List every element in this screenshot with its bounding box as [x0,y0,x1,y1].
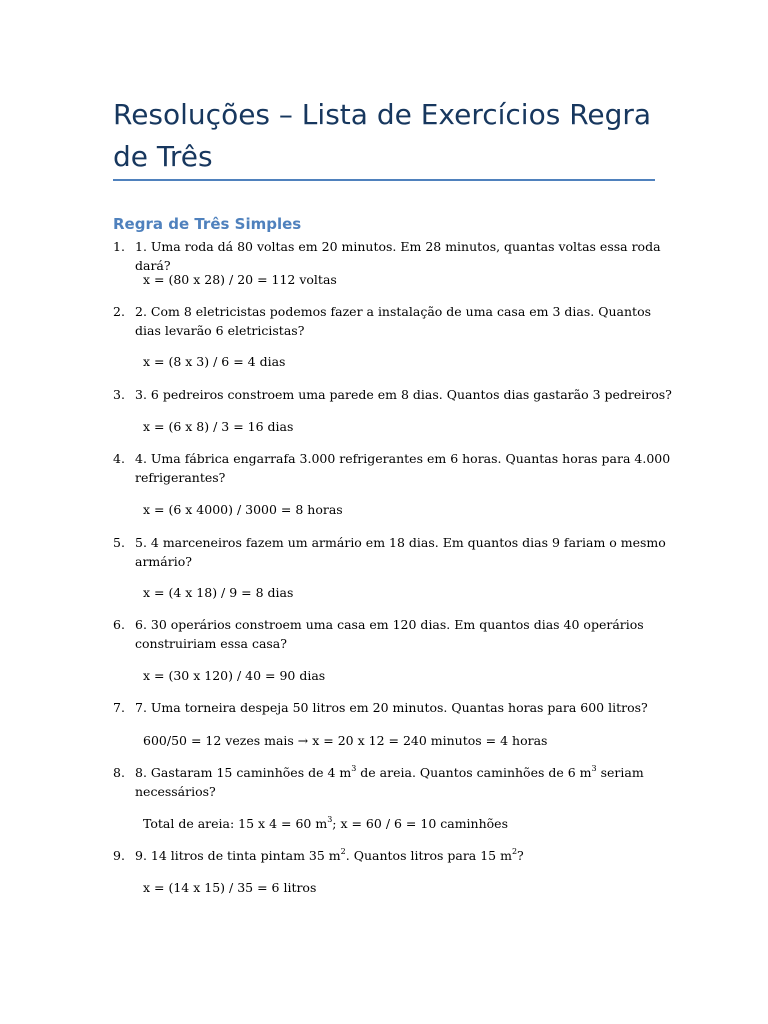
question-text: 3. 6 pedreiros constroem uma parede em 8 dias. Quantos dias gastarão 3 pedreiros? [135,387,672,402]
list-number: 6. [113,617,125,632]
question-text: 4. Uma fábrica engarrafa 3.000 refrigerantes em 6 horas. Quantas horas para 4.000 refrigerantes? [135,451,671,485]
section-heading: Regra de Três Simples [113,215,302,233]
question-text-part: 8. Gastaram 15 caminhões de 4 m [135,765,352,780]
answer-5: x = (4 x 18) / 9 = 8 dias [143,585,294,600]
document-title: Resoluções – Lista de Exercícios Regra de Três [113,98,652,173]
answer-6: x = (30 x 120) / 40 = 90 dias [143,668,326,683]
list-number: 5. [113,535,125,550]
answer-3: x = (6 x 8) / 3 = 16 dias [143,419,294,434]
list-number: 4. [113,451,125,466]
question-9 [113,846,673,865]
answer-9: x = (14 x 15) / 35 = 6 litros [143,880,317,895]
question-2 [113,302,673,340]
question-text: 1. Uma roda dá 80 voltas em 20 minutos. Em 28 minutos, quantas voltas essa roda dará? [135,239,661,273]
question-text [135,846,673,865]
question-text: 6. 30 operários constroem uma casa em 120 dias. Em quantos dias 40 operários construiriam essa casa? [135,617,644,651]
question-text-part: 9. 14 litros de tinta pintam 35 m [135,848,341,863]
superscript: 3 [351,763,357,773]
title-underline [113,179,655,181]
superscript: 3 [591,763,597,773]
superscript: 2 [511,846,518,856]
answer-text-part: Total de areia: 15 x 4 = 60 m [143,816,328,831]
question-text: 7. Uma torneira despeja 50 litros em 20 minutos. Quantas horas para 600 litros? [135,700,648,715]
answer-8 [143,814,663,833]
superscript: 3 [327,814,333,824]
list-number: 7. [113,700,125,715]
list-number: 8. [113,765,125,780]
question-4 [113,449,673,487]
list-number: 2. [113,304,125,319]
question-5 [113,533,673,571]
question-8 [113,763,673,801]
list-number: 9. [113,848,125,863]
question-7 [113,698,673,717]
answer-4: x = (6 x 4000) / 3000 = 8 horas [143,502,343,517]
question-3 [113,385,673,404]
question-text [135,763,673,801]
question-text: 5. 4 marceneiros fazem um armário em 18 dias. Em quantos dias 9 fariam o mesmo armário? [135,535,666,569]
list-number: 3. [113,387,125,402]
superscript: 2 [340,846,346,856]
question-text-part: de areia. Quantos caminhões de 6 m [356,765,592,780]
answer-2: x = (8 x 3) / 6 = 4 dias [143,354,286,369]
answer-1: x = (80 x 28) / 20 = 112 voltas [143,272,337,287]
answer-text-part: ; x = 60 / 6 = 10 caminhões [332,816,508,831]
question-text: 2. Com 8 eletricistas podemos fazer a instalação de uma casa em 3 dias. Quantos dias levarão 6 eletricistas? [135,304,652,338]
list-number: 1. [113,239,125,254]
question-text-part: seriam necessários? [135,765,644,799]
answer-7: 600/50 = 12 vezes mais → x = 20 x 12 = 240 minutos = 4 horas [143,733,548,748]
question-text-part: . Quantos litros para 15 m [345,848,512,863]
question-6 [113,615,673,653]
question-text-part: ? [517,848,524,863]
